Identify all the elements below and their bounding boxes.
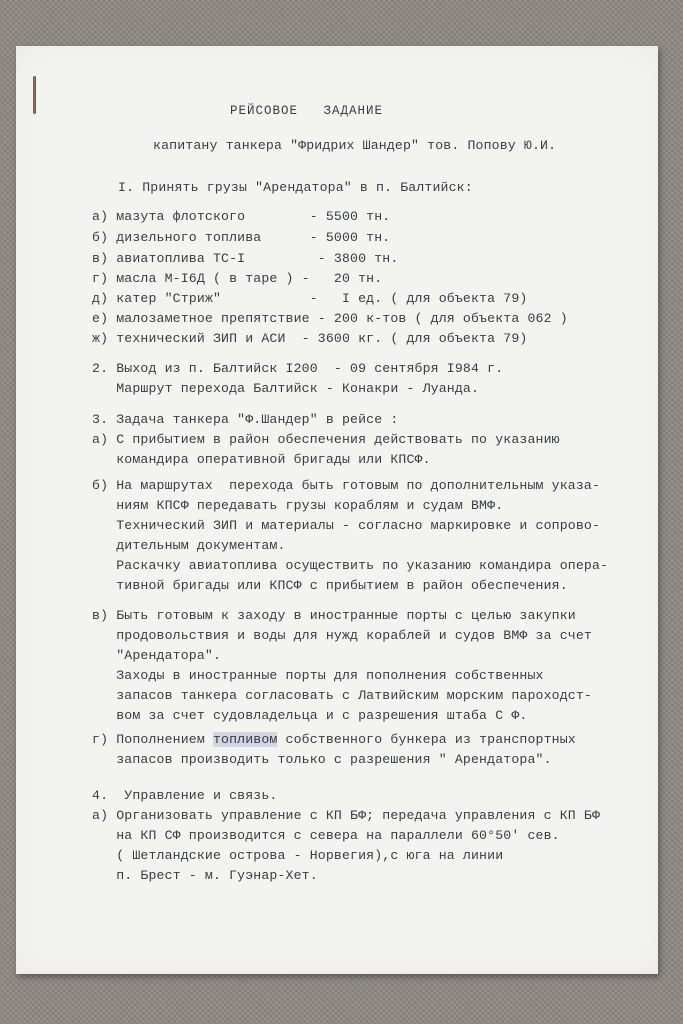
section3-d-line: запасов производить только с разрешения " Арендатора". — [92, 752, 552, 767]
cargo-item: ж) технический ЗИП и АСИ - 3600 кг. ( для объекта 79) — [92, 331, 528, 346]
cargo-item: д) катер "Стриж" - I ед. ( для объекта 79) — [92, 291, 528, 306]
section4-heading: 4. Управление и связь. — [92, 788, 278, 803]
staple-mark — [33, 76, 36, 114]
section3-b-line: дительным документам. — [92, 538, 286, 553]
section3-c-line: "Арендатора". — [92, 648, 222, 663]
section3-c-line: в) Быть готовым к заходу в иностранные порты с целью закупки — [92, 608, 576, 623]
section3-a-line: а) С прибытием в район обеспечения действовать по указанию — [92, 432, 560, 447]
section3-c-line: запасов танкера согласовать с Латвийским морским пароходст- — [92, 688, 592, 703]
section2-line: Маршрут перехода Балтийск - Конакри - Луанда. — [92, 381, 480, 396]
section3-d-highlight: топливом — [212, 732, 278, 747]
cargo-item: г) масла М-I6Д ( в таре ) - 20 тн. — [92, 271, 383, 286]
cargo-item: е) малозаметное препятствие - 200 к-тов ( для объекта 062 ) — [92, 311, 568, 326]
section3-d-line — [92, 732, 576, 747]
section3-c-line: Заходы в иностранные порты для пополнения собственных — [92, 668, 544, 683]
section1-heading: I. Принять грузы "Арендатора" в п. Балтийск: — [118, 180, 473, 195]
cargo-item: а) мазута флотского - 5500 тн. — [92, 209, 391, 224]
section3-heading: 3. Задача танкера "Ф.Шандер" в рейсе : — [92, 412, 399, 427]
section3-b-line: тивной бригады или КПСФ с прибытием в район обеспечения. — [92, 578, 568, 593]
document-title: РЕЙСОВОЕ ЗАДАНИЕ — [230, 104, 384, 118]
section3-d-prefix: г) Пополнением — [92, 732, 213, 747]
section3-c-line: продовольствия и воды для нужд кораблей и судов ВМФ за счет — [92, 628, 592, 643]
section4-line: ( Шетландские острова - Норвегия),с юга на линии — [92, 848, 504, 863]
section2-line: 2. Выход из п. Балтийск I200 - 09 сентября I984 г. — [92, 361, 504, 376]
section3-b-line: б) На маршрутах перехода быть готовым по дополнительным указа- — [92, 478, 601, 493]
addressee-line: капитану танкера "Фридрих Шандер" тов. Попову Ю.И. — [153, 138, 557, 153]
section4-line: а) Организовать управление с КП БФ; передача управления с КП БФ — [92, 808, 601, 823]
section4-line: п. Брест - м. Гуэнар-Хет. — [92, 868, 318, 883]
cargo-item: б) дизельного топлива - 5000 тн. — [92, 230, 391, 245]
section4-line: на КП СФ производится с севера на параллели 60°50' сев. — [92, 828, 560, 843]
section3-a-line: командира оперативной бригады или КПСФ. — [92, 452, 431, 467]
section3-b-line: Технический ЗИП и материалы - согласно маркировке и сопрово- — [92, 518, 601, 533]
cargo-item: в) авиатоплива ТС-I - 3800 тн. — [92, 251, 399, 266]
section3-b-line: ниям КПСФ передавать грузы кораблям и судам ВМФ. — [92, 498, 504, 513]
section3-d-suffix: собственного бункера из транспортных — [277, 732, 576, 747]
section3-b-line: Раскачку авиатоплива осуществить по указанию командира опера- — [92, 558, 609, 573]
section3-c-line: вом за счет судовладельца и с разрешения штаба С Ф. — [92, 708, 528, 723]
